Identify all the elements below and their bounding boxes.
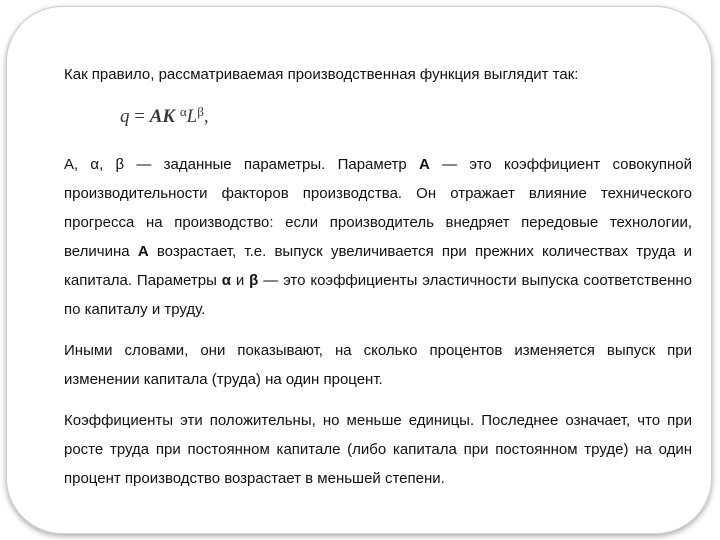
- formula-l: L: [186, 106, 198, 127]
- formula-comma: ,: [203, 106, 209, 127]
- paragraph-interpretation: Иными словами, они показывают, на сколько процентов изменяется выпуск при изменении капитала (труда) на один процент.: [64, 342, 692, 388]
- formula-alpha: α: [179, 104, 187, 119]
- formula-ak: AK: [149, 106, 176, 127]
- slide-content: [64, 60, 692, 493]
- formula-q: q: [120, 106, 130, 127]
- formula-beta: β: [197, 104, 204, 119]
- para1-part2: — это коэффициент совокупной производительности факторов производства. Он отражает влияние технического прогресса на производство: если производитель внедряет передовые технологии, величина: [64, 156, 692, 260]
- para1-param-alpha: α: [221, 272, 232, 289]
- production-function-formula: [64, 90, 692, 134]
- para1-param-a: А: [419, 156, 430, 173]
- para1-part1: А, α, β — заданные параметры. Параметр: [64, 156, 420, 173]
- para1-param-a-second: А: [137, 243, 149, 260]
- para1-part4: — это коэффициенты эластичности выпуска соответственно по капиталу и труду.: [64, 272, 692, 318]
- para1-param-beta: β: [249, 272, 259, 289]
- paragraph-coefficients: Коэффициенты эти положительны, но меньше единицы. Последнее означает, что при росте труда при постоянном капитале (либо капитала при постоянном труде) на один процент производство возрастает в меньшей степени.: [64, 412, 692, 487]
- para1-and: и: [231, 272, 250, 289]
- para1-part3: возрастает, т.е. выпуск увеличивается при прежних количествах труда и капитала. Параметры: [64, 243, 693, 289]
- intro-text: Как правило, рассматриваемая производственная функция выглядит так:: [64, 66, 579, 83]
- formula-equals: =: [129, 106, 150, 127]
- paragraph-parameters: [64, 150, 692, 324]
